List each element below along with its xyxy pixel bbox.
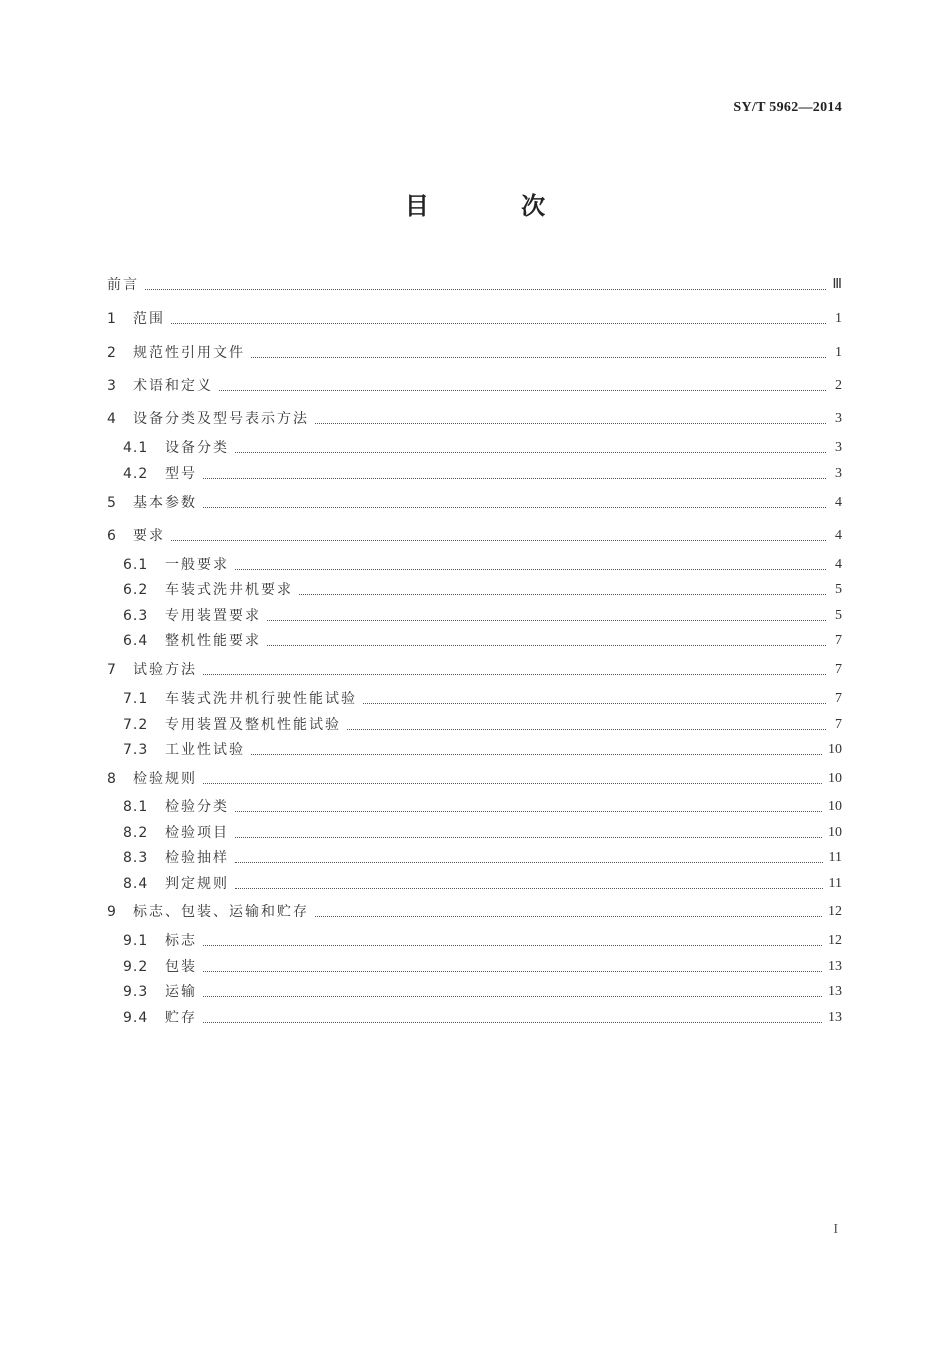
toc-dot-leader [203,477,826,479]
toc-entry-number: 3 [107,378,117,394]
toc-dot-leader [315,915,822,917]
toc-dot-leader [235,810,822,812]
toc-entry[interactable] [107,735,842,759]
toc-entry-page: 4 [835,528,842,543]
toc-entry-page: 11 [828,850,842,865]
toc-dot-leader [235,451,826,453]
toc-dot-leader [203,673,826,675]
toc-dot-leader [235,568,826,570]
toc-entry-page: 3 [835,411,842,426]
toc-entry-number: 4.1 [123,440,149,456]
toc-dot-leader [203,944,822,946]
toc-entry-label: 检验分类 [165,799,229,815]
toc-entry[interactable] [107,433,842,457]
toc-entry-page: 13 [828,1010,842,1025]
toc-entry-label: 试验方法 [133,662,197,678]
toc-entry-label: 车装式洗井机行驶性能试验 [165,691,357,707]
toc-entry[interactable] [107,869,842,893]
toc-entry[interactable] [107,626,842,650]
toc-entry-label: 型号 [165,466,197,482]
toc-dot-leader [171,322,826,324]
toc-dot-leader [267,644,826,646]
toc-entry-page: 11 [828,876,842,891]
toc-entry-label: 标志、包装、运输和贮存 [133,904,309,920]
toc-entry[interactable] [107,371,842,395]
toc-entry-page: 10 [828,771,842,786]
toc-entry-number: 8.2 [123,825,149,841]
toc-entry[interactable] [107,764,842,788]
toc-entry-page: 7 [835,691,842,706]
toc-entry-page: 5 [835,582,842,597]
toc-entry[interactable] [107,843,842,867]
toc-entry[interactable] [107,338,842,362]
toc-dot-leader [145,288,826,290]
toc-entry[interactable] [107,792,842,816]
toc-entry-page: 7 [835,633,842,648]
toc-entry-label: 判定规则 [165,876,229,892]
toc-entry-number: 8.4 [123,876,149,892]
page-number: I [833,1222,838,1237]
toc-entry-number: 9.3 [123,984,149,1000]
toc-entry-page: 12 [828,904,842,919]
toc-entry-number: 9.1 [123,933,149,949]
toc-entry-number: 4 [107,411,117,427]
toc-entry-page: 4 [835,557,842,572]
toc-entry[interactable] [107,488,842,512]
toc-dot-leader [219,389,826,391]
toc-entry-number: 8.3 [123,850,149,866]
toc-entry-label: 检验项目 [165,825,229,841]
standard-code: SY/T 5962—2014 [733,100,842,115]
toc-entry-number: 6 [107,528,117,544]
toc-entry[interactable] [107,404,842,428]
toc-entry-label: 检验抽样 [165,850,229,866]
toc-dot-leader [251,356,826,358]
toc-entry[interactable] [107,926,842,950]
toc-dot-leader [315,422,826,424]
toc-entry-number: 7.1 [123,691,149,707]
toc-entry-page: 12 [828,933,842,948]
toc-entry-label: 贮存 [165,1010,197,1026]
toc-entry-page: 4 [835,495,842,510]
toc-entry[interactable] [107,710,842,734]
toc-entry[interactable] [107,1003,842,1027]
toc-entry[interactable] [107,550,842,574]
toc-entry-label: 规范性引用文件 [133,345,245,361]
toc-entry-label: 专用装置要求 [165,608,261,624]
toc-dot-leader [203,782,822,784]
toc-entry-label: 范围 [133,311,165,327]
toc-entry-label: 整机性能要求 [165,633,261,649]
toc-entry-label: 设备分类 [165,440,229,456]
toc-dot-leader [235,836,822,838]
toc-dot-leader [251,753,822,755]
toc-entry-number: 6.2 [123,582,149,598]
toc-entry-number: 4.2 [123,466,149,482]
toc-entry[interactable] [107,304,842,328]
toc-entry-page: 1 [835,345,842,360]
toc-entry[interactable] [107,601,842,625]
toc-entry-label: 标志 [165,933,197,949]
toc-entry-page: 10 [828,742,842,757]
toc-entry-number: 7 [107,662,117,678]
toc-entry-number: 1 [107,311,117,327]
toc-dot-leader [235,887,823,889]
toc-entry[interactable] [107,655,842,679]
toc-entry-label: 包装 [165,959,197,975]
toc-entry-page: 5 [835,608,842,623]
toc-entry-number: 6.4 [123,633,149,649]
toc-entry[interactable] [107,521,842,545]
toc-entry-page: 7 [835,717,842,732]
toc-entry-number: 8 [107,771,117,787]
toc-entry-number: 2 [107,345,117,361]
toc-dot-leader [347,728,826,730]
toc-entry-number: 9 [107,904,117,920]
toc-entry-label: 运输 [165,984,197,1000]
toc-entry-number: 7.3 [123,742,149,758]
toc-entry-number: 6.3 [123,608,149,624]
toc-dot-leader [203,995,822,997]
toc-entry-label: 基本参数 [133,495,197,511]
toc-entry[interactable] [107,684,842,708]
toc-dot-leader [299,593,826,595]
toc-entry-page: 10 [828,825,842,840]
toc-entry-page: Ⅲ [832,277,842,292]
toc-dot-leader [203,506,826,508]
toc-entry-number: 5 [107,495,117,511]
toc-entry-label: 专用装置及整机性能试验 [165,717,341,733]
toc-dot-leader [203,1021,822,1023]
toc-entry[interactable] [107,270,842,294]
toc-entry-page: 13 [828,984,842,999]
toc-entry[interactable] [107,459,842,483]
toc-dot-leader [235,861,823,863]
toc-entry-page: 3 [835,466,842,481]
toc-entry-page: 2 [835,378,842,393]
toc-entry[interactable] [107,897,842,921]
toc-entry-label: 一般要求 [165,557,229,573]
toc-entry-number: 6.1 [123,557,149,573]
toc-dot-leader [203,970,822,972]
toc-dot-leader [171,539,826,541]
toc-entry-number: 9.4 [123,1010,149,1026]
toc-entry[interactable] [107,952,842,976]
toc-entry-label: 设备分类及型号表示方法 [133,411,309,427]
toc-dot-leader [267,619,826,621]
toc-entry-page: 13 [828,959,842,974]
toc-entry-number: 9.2 [123,959,149,975]
toc-entry[interactable] [107,977,842,1001]
page-title: 目 次 [404,192,588,220]
toc-entry-label: 要求 [133,528,165,544]
toc-entry-page: 1 [835,311,842,326]
toc-entry-number: 8.1 [123,799,149,815]
toc-entry-label: 工业性试验 [165,742,245,758]
toc-entry[interactable] [107,818,842,842]
toc-entry-label: 术语和定义 [133,378,213,394]
toc-entry-page: 7 [835,662,842,677]
toc-entry[interactable] [107,575,842,599]
toc-entry-number: 7.2 [123,717,149,733]
toc-entry-label: 检验规则 [133,771,197,787]
toc-entry-label: 车装式洗井机要求 [165,582,293,598]
toc-entry-page: 10 [828,799,842,814]
toc-entry-label: 前言 [107,277,139,293]
toc-dot-leader [363,702,826,704]
toc-entry-page: 3 [835,440,842,455]
